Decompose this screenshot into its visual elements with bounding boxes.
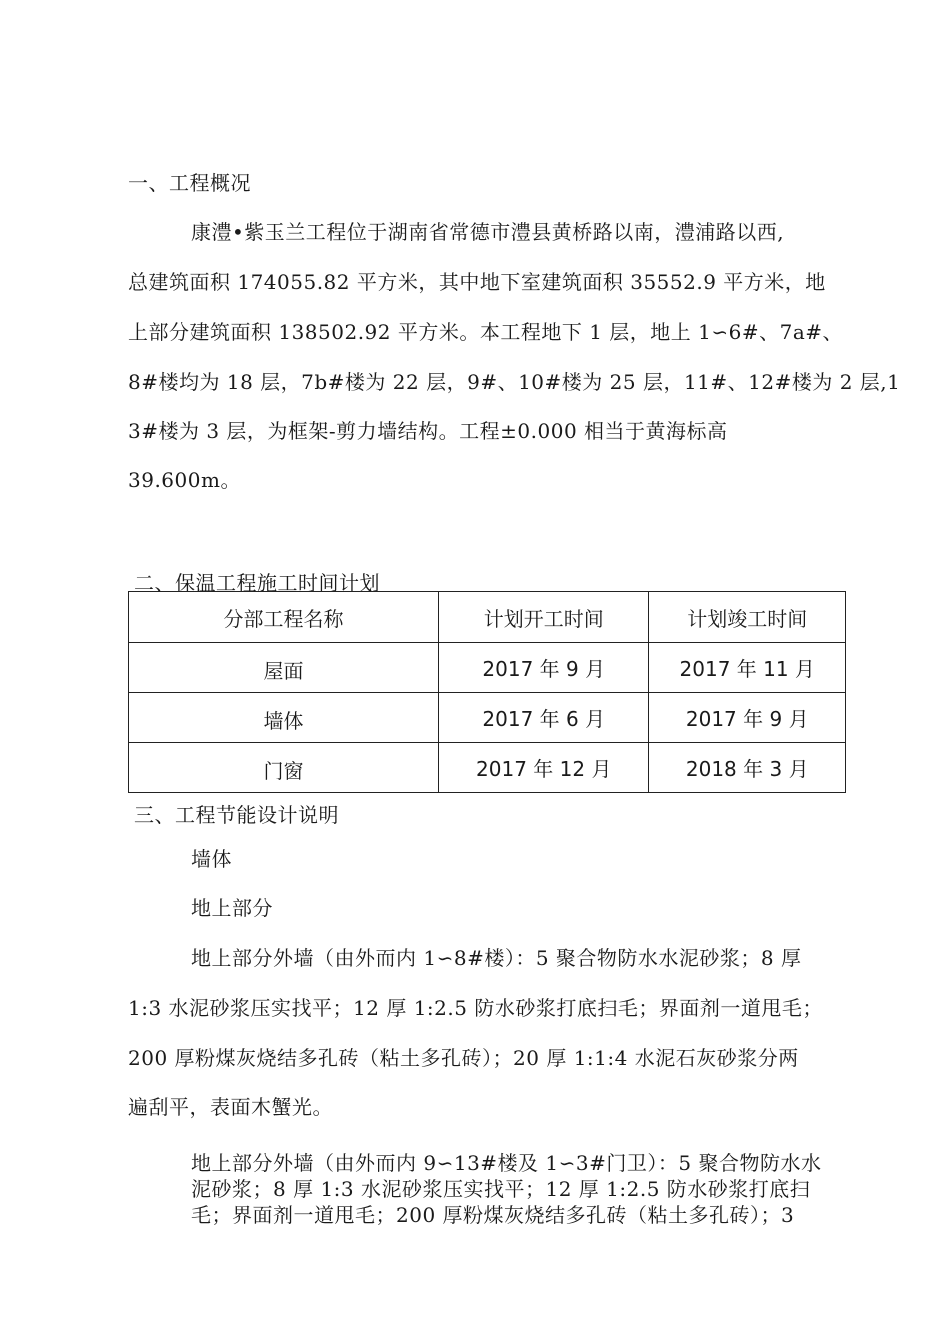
table-cell: 2017 年 9 月 bbox=[685, 707, 809, 731]
spec-line: 遍刮平，表面木蟹光。 bbox=[128, 1095, 333, 1119]
table-row bbox=[129, 643, 846, 693]
spec-line: 1:3 水泥砂浆压实找平；12 厚 1:2.5 防水砂浆打底扫毛；界面剂一道甩毛； bbox=[128, 996, 823, 1020]
spec-line: 地上部分外墙（由外而内 9∽13#楼及 1∽3#门卫）：5 聚合物防水水 bbox=[191, 1151, 822, 1175]
table-cell: 墙体 bbox=[263, 709, 304, 733]
subheading-wall: 墙体 bbox=[191, 847, 232, 871]
table-cell: 2017 年 9 月 bbox=[482, 657, 606, 681]
table-cell: 屋面 bbox=[263, 659, 304, 683]
spec-line: 泥砂浆；8 厚 1:3 水泥砂浆压实找平；12 厚 1:2.5 防水砂浆打底扫 bbox=[191, 1177, 811, 1201]
overview-line: 8#楼均为 18 层，7b#楼为 22 层，9#、10#楼为 25 层，11#、12#楼为 2 层,1 bbox=[128, 370, 901, 394]
table-cell: 2017 年 6 月 bbox=[482, 707, 606, 731]
overview-line: 康澧•紫玉兰工程位于湖南省常德市澧县黄桥路以南，澧浦路以西, bbox=[191, 220, 785, 244]
section-heading-overview: 一、工程概况 bbox=[128, 171, 251, 195]
section-heading-schedule: 二、保温工程施工时间计划 bbox=[134, 571, 380, 595]
schedule-table bbox=[128, 591, 846, 793]
overview-line: 39.600m。 bbox=[128, 468, 241, 492]
section-heading-energy: 三、工程节能设计说明 bbox=[134, 803, 339, 827]
spec-line: 200 厚粉煤灰烧结多孔砖（粘土多孔砖）；20 厚 1:1:4 水泥石灰砂浆分两 bbox=[128, 1046, 799, 1070]
table-cell: 门窗 bbox=[263, 759, 304, 783]
header-cell: 计划竣工时间 bbox=[649, 592, 846, 643]
table-cell: 2017 年 12 月 bbox=[476, 757, 612, 781]
overview-line: 3#楼为 3 层，为框架-剪力墙结构。工程±0.000 相当于黄海标高 bbox=[128, 419, 728, 443]
spec-line: 毛；界面剂一道甩毛；200 厚粉煤灰烧结多孔砖（粘土多孔砖）；3 bbox=[191, 1203, 795, 1227]
table-header-row bbox=[129, 592, 846, 643]
table-cell: 2017 年 11 月 bbox=[679, 657, 815, 681]
table-row bbox=[129, 693, 846, 743]
header-cell: 计划开工时间 bbox=[439, 592, 649, 643]
spec-line: 地上部分外墙（由外而内 1∽8#楼）：5 聚合物防水水泥砂浆；8 厚 bbox=[191, 946, 802, 970]
overview-line: 总建筑面积 174055.82 平方米，其中地下室建筑面积 35552.9 平方米，地 bbox=[128, 270, 826, 294]
table-cell: 2018 年 3 月 bbox=[685, 757, 809, 781]
header-cell: 分部工程名称 bbox=[129, 592, 439, 643]
subheading-above-ground: 地上部分 bbox=[191, 896, 273, 920]
overview-line: 上部分建筑面积 138502.92 平方米。本工程地下 1 层，地上 1∽6#、7a#、 bbox=[128, 320, 844, 344]
table-row bbox=[129, 743, 846, 793]
